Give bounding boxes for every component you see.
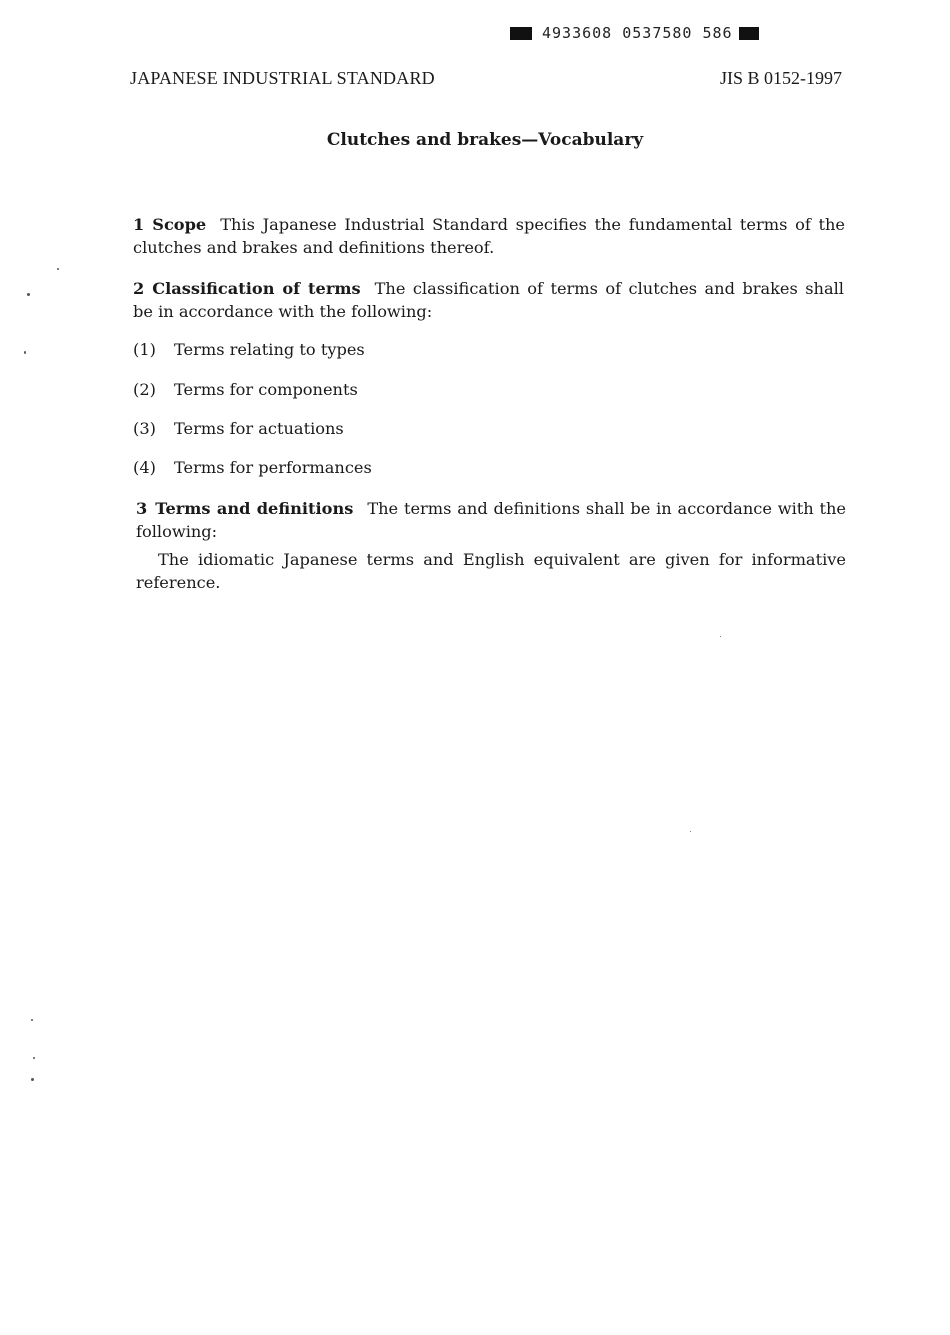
scan-speck [57, 268, 59, 270]
document-title: Clutches and brakes—Vocabulary [326, 130, 644, 150]
scan-speck [33, 1057, 35, 1059]
list-item [133, 338, 365, 361]
list-item-number: (2) [133, 380, 156, 399]
scan-speck [31, 1019, 33, 1021]
section-classification [133, 277, 844, 323]
list-item-number: (3) [133, 419, 156, 438]
list-item-number: (4) [133, 458, 156, 477]
barcode-block-left [510, 27, 532, 40]
section-number: 3 [136, 499, 148, 518]
list-item-number: (1) [133, 340, 156, 359]
barcode-block-right [739, 27, 759, 40]
scan-speck [31, 1078, 34, 1081]
section-text: This Japanese Industrial Standard specifies the fundamental terms of the clutches and brakes and definitions thereof. [133, 215, 845, 257]
terms-note-paragraph: The idiomatic Japanese terms and English equivalent are given for informative reference. [136, 550, 846, 592]
scan-speck [720, 636, 721, 637]
scan-speck [690, 831, 691, 832]
section-number: 1 [133, 215, 145, 234]
list-item-label: Terms for components [174, 380, 358, 399]
header-standard-number: JIS B 0152-1997 [719, 68, 842, 88]
scan-code-text: 4933608 0537580 586 [542, 24, 733, 42]
list-item [133, 417, 344, 440]
list-item-label: Terms relating to types [174, 340, 365, 359]
section-scope [133, 213, 845, 259]
section-text: The classification of terms of clutches and brakes shall be in accordance with the following: [133, 279, 844, 321]
list-item-label: Terms for actuations [174, 419, 344, 438]
list-item [133, 378, 358, 401]
scan-code-line [510, 23, 800, 43]
section-heading: Classification of terms [152, 279, 361, 298]
list-item [133, 456, 372, 479]
section-text: The terms and definitions shall be in accordance with the following: [136, 499, 847, 541]
section-number: 2 [133, 279, 145, 298]
list-item-label: Terms for performances [174, 458, 372, 477]
scan-speck [24, 351, 26, 354]
section-terms [136, 497, 846, 543]
section-heading: Terms and definitions [155, 499, 354, 518]
scan-speck [27, 293, 30, 296]
header-standard-name: JAPANESE INDUSTRIAL STANDARD [130, 68, 435, 88]
section-heading: Scope [152, 215, 207, 234]
